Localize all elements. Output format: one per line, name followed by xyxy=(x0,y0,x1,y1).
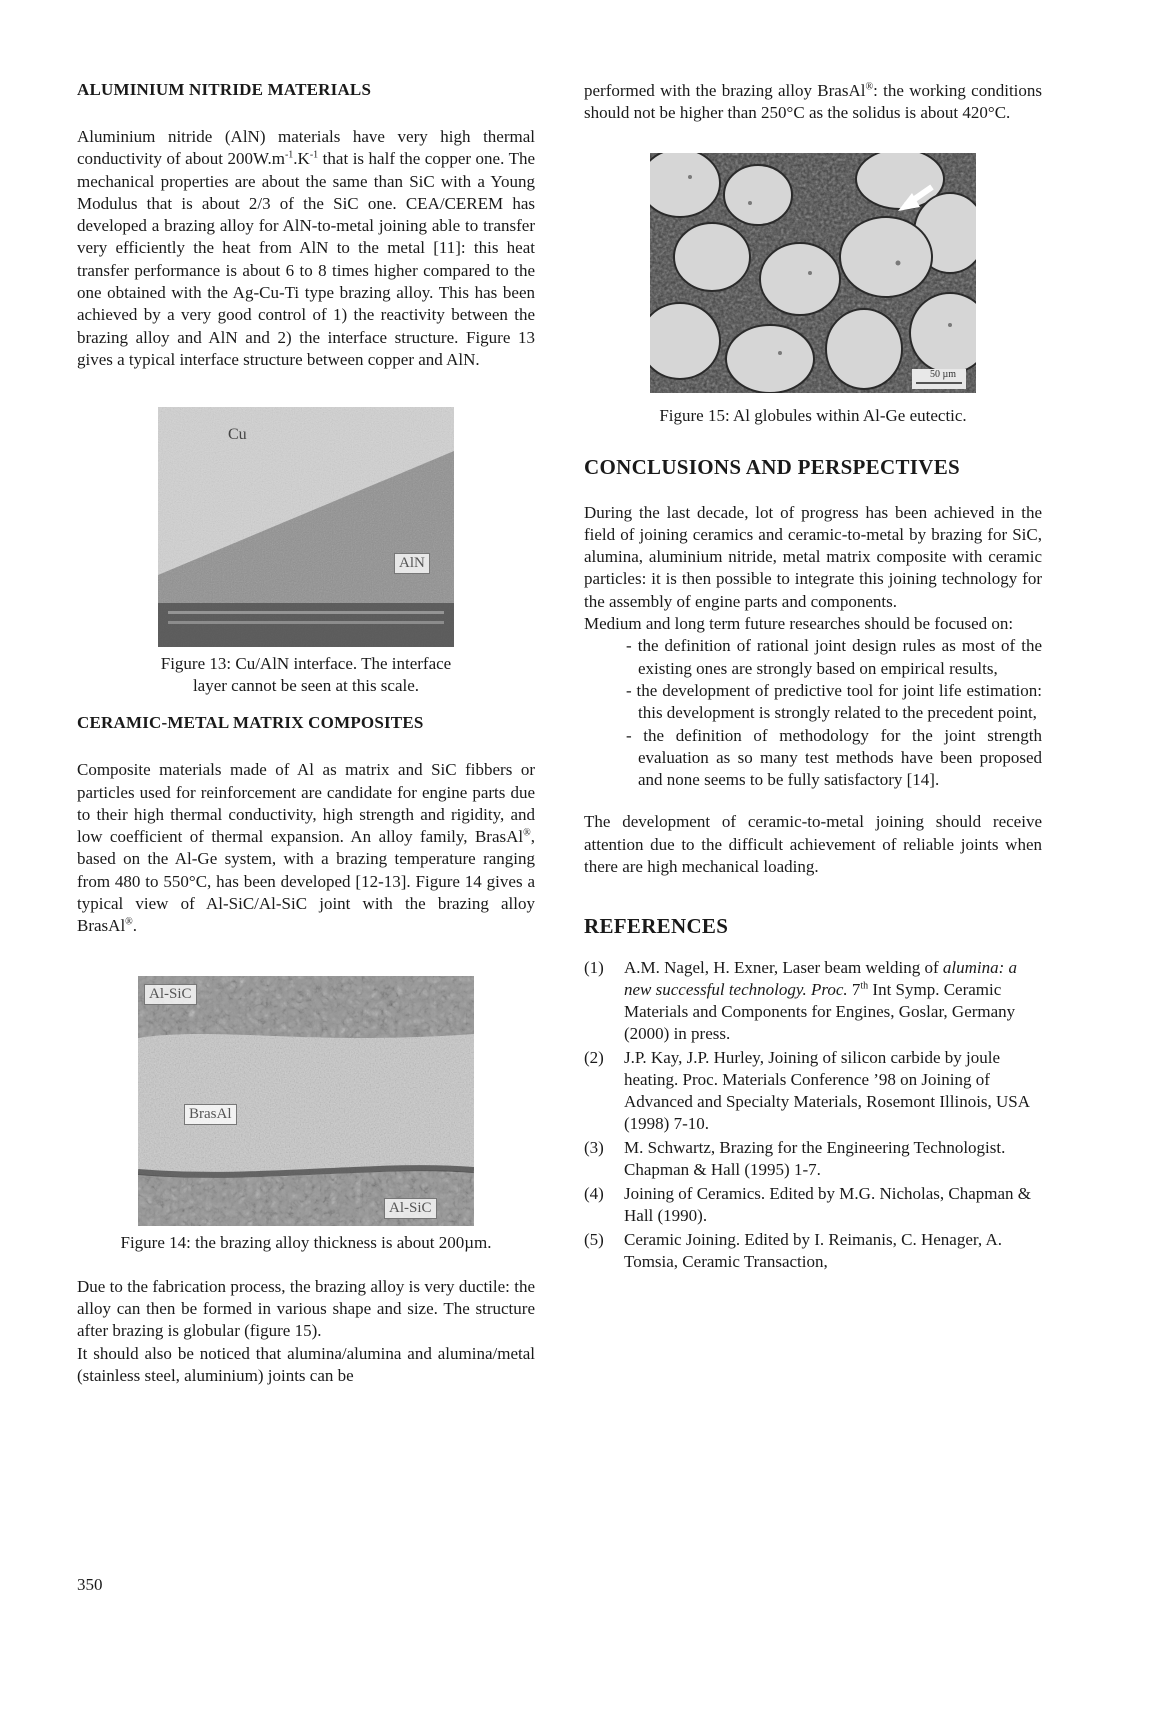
references-heading: REFERENCES xyxy=(584,914,729,939)
figure-15-image xyxy=(650,153,976,393)
aln-text-3: that is half the copper one. The mechanical properties are about the same than SiC with a Young Modulus that is about 2/3 of the SiC one. CEA/CEREM has developed a brazing alloy for AlN-to-metal joining able to transfer very efficiently the heat from AlN to the metal [11]: this heat transfer performance is about 6 to 8 times higher compared to the one obtained with the Ag-Cu-Ti type brazing alloy. This has been achieved by a very good control of 1) the reactivity between the brazing alloy and AlN and 2) the interface structure. Figure 13 gives a typical interface structure between copper and AlN. xyxy=(77,149,535,369)
al-globules-micrograph xyxy=(650,153,976,393)
reference-text: M. Schwartz, Brazing for the Engineering Technologist. Chapman & Hall (1995) 1-7. xyxy=(624,1138,1006,1180)
aln-heading: ALUMINIUM NITRIDE MATERIALS xyxy=(77,80,372,99)
reference-item xyxy=(584,1229,1042,1273)
conclusions-heading: CONCLUSIONS AND PERSPECTIVES xyxy=(584,454,960,479)
reference-text: Ceramic Joining. Edited by I. Reimanis, C. Henager, A. Tomsia, Ceramic Transaction, xyxy=(624,1230,1002,1272)
right-column xyxy=(584,80,1042,1275)
aln-paragraph xyxy=(77,126,535,371)
reference-number: (4) xyxy=(584,1184,604,1204)
cmmc-text-1: Composite materials made of Al as matrix and SiC fibbers or particles used for reinforcement are candidate for engine parts due to their high thermal conductivity, high strength and rigidity, and low coefficient of thermal expansion. An alloy family, BrasAl xyxy=(77,760,535,847)
figure-14-image xyxy=(138,976,474,1226)
fig13-label-cu: Cu xyxy=(228,426,247,444)
fig14-label-bottom-alsic: Al-SiC xyxy=(384,1198,437,1219)
list-item: - the definition of methodology for the joint strength evaluation as so many test methods have been proposed and none seems to be fully satisfactory [14]. xyxy=(626,725,1042,790)
cmmc-reg-1: ® xyxy=(523,827,531,839)
cu-aln-micrograph xyxy=(158,407,454,647)
reference-sup: th xyxy=(860,980,869,992)
research-list xyxy=(584,635,1042,791)
reference-italic: alumina: a new successful technology. Proc. xyxy=(624,958,1018,1000)
conclusions-paragraph-1: During the last decade, lot of progress has been achieved in the field of joining ceramics and ceramic-to-metal by brazing for SiC, alumina, aluminium nitride, metal matrix composite with ceramic particles: it is then possible to integrate this joining technology for the assembly of engine parts and components. xyxy=(584,502,1042,611)
figure-13-caption xyxy=(77,653,535,697)
reference-text: A.M. Nagel, H. Exner, Laser beam welding of xyxy=(624,958,943,978)
fig14-label-brasal: BrasAl xyxy=(184,1104,237,1125)
left-column xyxy=(77,80,535,1387)
reference-number: (3) xyxy=(584,1138,604,1158)
conclusions-paragraph-2: Medium and long term future researches should be focused on: xyxy=(584,614,1014,634)
references-list xyxy=(584,957,1042,1273)
reference-text: Joining of Ceramics. Edited by M.G. Nicholas, Chapman & Hall (1990). xyxy=(624,1184,1031,1226)
cmmc-heading: CERAMIC-METAL MATRIX COMPOSITES xyxy=(77,713,424,733)
reference-item xyxy=(584,1183,1042,1227)
continued-paragraph xyxy=(584,80,1042,125)
cont-reg: ® xyxy=(865,81,874,93)
cmmc-text-3: . xyxy=(132,916,138,936)
aln-sup-1: -1 xyxy=(284,149,294,161)
fig15-scale-bar: 50 µm xyxy=(930,368,957,380)
figure-15-caption: Figure 15: Al globules within Al-Ge eutectic. xyxy=(659,405,967,425)
fig13-caption-line-2: layer cannot be seen at this scale. xyxy=(192,676,420,696)
ductile-paragraph: Due to the fabrication process, the brazing alloy is very ductile: the alloy can then be formed in various shape and size. The structure after brazing is globular (figure 15). xyxy=(77,1276,535,1341)
reference-number: (2) xyxy=(584,1048,604,1068)
reference-item xyxy=(584,1047,1042,1135)
page-number: 350 xyxy=(77,1575,103,1594)
reference-text-2: 7 xyxy=(847,980,861,1000)
list-item: - the definition of rational joint design rules as most of the existing ones are strongly based on empirical results, xyxy=(626,636,1042,678)
reference-item xyxy=(584,957,1042,1045)
aln-sup-2: -1 xyxy=(309,149,319,161)
fig13-label-aln: AlN xyxy=(394,553,430,574)
conclusions-paragraph-3: The development of ceramic-to-metal joining should receive attention due to the difficult achievement of reliable joints when there are high mechanical loading. xyxy=(584,812,1042,877)
reference-text-3: Int Symp. Ceramic Materials and Components for Engines, Goslar, Germany (2000) in press. xyxy=(624,980,1016,1044)
cmmc-text-2: , based on the Al-Ge system, with a brazing temperature ranging from 480 to 550°C, has been developed [12-13]. Figure 14 gives a typical view of Al-SiC/Al-SiC joint with the brazing alloy BrasAl xyxy=(77,827,535,936)
figure-13-image xyxy=(158,407,454,647)
reference-text: J.P. Kay, J.P. Hurley, Joining of silicon carbide by joule heating. Proc. Materials Conference ’98 on Joining of Advanced and Specialty Materials, Rosemont Illinois, USA (1998) 7-10. xyxy=(624,1048,1030,1134)
figure-14-caption: Figure 14: the brazing alloy thickness is about 200µm. xyxy=(120,1232,492,1252)
reference-number: (1) xyxy=(584,958,604,978)
cmmc-paragraph xyxy=(77,759,535,937)
fig14-label-top-alsic: Al-SiC xyxy=(144,984,197,1005)
aln-text-2: .K xyxy=(293,149,310,169)
aln-text-1: Aluminium nitride (AlN) materials have very high thermal conductivity of about 200W.m xyxy=(77,127,535,169)
brasal-joint-micrograph xyxy=(138,976,474,1226)
list-item: - the development of predictive tool for joint life estimation: this development is strongly related to the precedent point, xyxy=(626,680,1042,723)
cmmc-reg-2: ® xyxy=(125,916,133,928)
cont-text-2: : the working conditions should not be higher than 250°C as the solidus is about 420°C. xyxy=(584,81,1043,123)
reference-item xyxy=(584,1137,1042,1181)
fig13-caption-line-1: Figure 13: Cu/AlN interface. The interface xyxy=(160,654,452,674)
cont-text-1: performed with the brazing alloy BrasAl xyxy=(584,81,866,100)
reference-number: (5) xyxy=(584,1230,604,1250)
notice-paragraph: It should also be noticed that alumina/alumina and alumina/metal (stainless steel, aluminium) joints can be xyxy=(77,1343,535,1385)
